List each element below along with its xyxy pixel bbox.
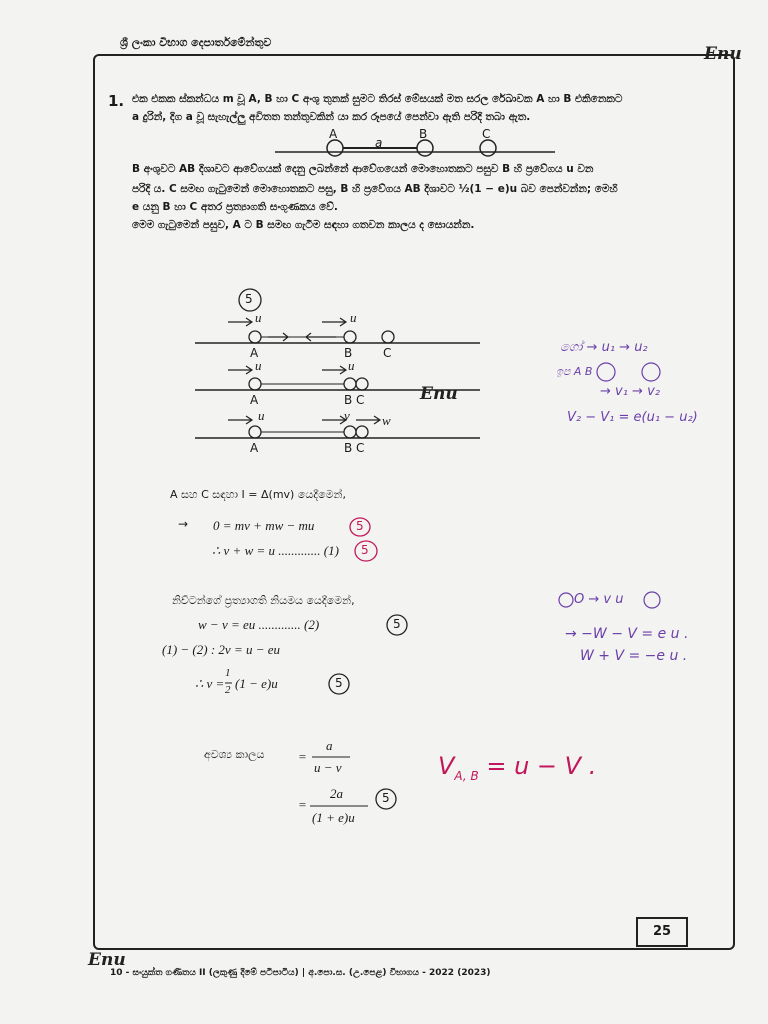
handwriting-note-1: ගෝ → u₁ → u₂: [560, 340, 648, 355]
question-line-6: මෙම ගැටුමෙන් පසුව, A ට B සමඟ ගැටීම සඳහා ගතවන කාලය ද සොයන්න.: [132, 219, 475, 231]
diag3-label-bc: B C: [344, 441, 365, 455]
time-eq-sign-1: =: [298, 749, 307, 764]
handwriting-note-7: W + V = −e u .: [580, 648, 688, 664]
equation-3: w − v = eu ............. (2): [198, 617, 320, 632]
newton-intro: නිව්ටන්ගේ ප්‍රත්‍යාගති නියමය යෙදීමෙන්,: [172, 594, 355, 607]
eq3-mark: 5: [393, 617, 401, 631]
time-label: අවශ්‍ය කාලය: [204, 748, 265, 761]
diag1-label-b: B: [344, 346, 353, 360]
diag2-label-bc: B C: [344, 393, 365, 407]
watermark-middle: Enu: [420, 384, 458, 404]
momentum-intro: A සහ C සඳහා I = Δ(mv) යෙදීමෙන්,: [170, 488, 346, 501]
diag2-label-a: A: [250, 393, 259, 407]
question-figure: [275, 140, 555, 156]
footer: 10 - සංයුක්ත ගණිතය II (ලකුණු දීමේ පටිපාටිය) | අ.පො.ස. (උ.පෙළ) විභාගය - 2022 (2023): [110, 968, 491, 978]
question-line-4: පරිදි ය. C සමඟ ගැටුමෙන් මොහොතකට පසු, B හි ප්‍රවේගය AB දිශාවට ½(1 − e)u බව පෙන්වන්න; මෙහි: [132, 183, 618, 195]
equation-1: 0 = mv + mw − mu: [213, 518, 315, 533]
equation-4: (1) − (2) : 2v = u − eu: [162, 642, 281, 657]
eq5-numerator: 1: [225, 667, 231, 679]
handwriting-note-3: → v₁ → v₂: [600, 384, 660, 399]
question-number: 1.: [108, 92, 125, 110]
eq5-mark: 5: [335, 676, 343, 690]
diag3-u-a: u: [258, 408, 265, 423]
diag1-label-c: C: [383, 346, 392, 360]
watermark-bottom: Enu: [88, 950, 126, 970]
fig-label-b-particle: B: [419, 127, 428, 141]
handwriting-note-2: ඉප A B: [556, 365, 593, 378]
time-mark: 5: [382, 791, 390, 805]
time-numerator-1: a: [326, 738, 333, 753]
solution-diagram-3: [195, 416, 480, 438]
handwriting-note-6: → −W − V = e u .: [565, 626, 689, 642]
diag3-w: w: [382, 413, 391, 428]
watermark-top: Enu: [704, 44, 742, 64]
fig-label-a-particle: A: [329, 127, 338, 141]
fig-label-distance: a: [375, 136, 383, 150]
diag3-v: v: [344, 408, 350, 423]
time-eq-sign-2: =: [298, 797, 307, 812]
diag1-label-a: A: [250, 346, 259, 360]
question-line-5: e යනු B හා C අතර ප්‍රත්‍යාගති සංගුණකය වේ.: [132, 201, 338, 213]
handwriting-note-4: V₂ − V₁ = e(u₁ − u₂): [567, 410, 698, 425]
eq5-rest: (1 − e)u: [235, 676, 278, 691]
question-line-1: එක එකක ස්කන්ධය m වූ A, B හා C අංශු තුනක් සුමට තිරස් මේසයක් මත සරල රේඛාවක A හා B එකිනෙකට: [132, 93, 623, 105]
equation-2: ∴ v + w = u ............. (1): [212, 543, 339, 558]
time-numerator-2: 2a: [330, 786, 343, 801]
header-title: ශ්‍රී ලංකා විභාග දෙපාර්තමේන්තුව: [120, 36, 272, 49]
mark-top: 5: [245, 292, 253, 306]
diag2-u-a: u: [255, 358, 262, 373]
diag3-label-a: A: [250, 441, 259, 455]
eq5-denominator: 2: [225, 684, 231, 696]
handwriting-note-5: O → v u: [574, 592, 624, 607]
eq2-mark: 5: [361, 543, 369, 557]
eq1-mark: 5: [356, 519, 364, 533]
time-denominator-2: (1 + e)u: [312, 810, 355, 825]
diag2-u-b: u: [348, 358, 355, 373]
question-line-3: B අංශුවට AB දිශාවට ආවේගයක් දෙනු ලබන්නේ ආවේගයෙන් මොහොතකට පසුව B හි ප්‍රවේගය u වන: [132, 163, 594, 175]
time-denominator-1: u − v: [314, 760, 342, 775]
question-line-2: a දුරින්, දිග a වූ සැහැල්ලු අවිතත තන්තුවකින් යා කර රූපයේ පෙන්වා ඇති පරිදි තබා ඇත.: [132, 111, 531, 123]
diag1-u-b: u: [350, 310, 357, 325]
eq1-arrow: →: [178, 517, 189, 531]
page-number: 25: [636, 917, 688, 947]
eq5-lhs: ∴ v =: [195, 676, 225, 691]
solution-diagram-1: [195, 318, 480, 343]
diag1-u-a: u: [255, 310, 262, 325]
fig-label-c-particle: C: [482, 127, 491, 141]
handwriting-relative-velocity: $V_{A, B} = u - V$ .: [438, 752, 597, 783]
